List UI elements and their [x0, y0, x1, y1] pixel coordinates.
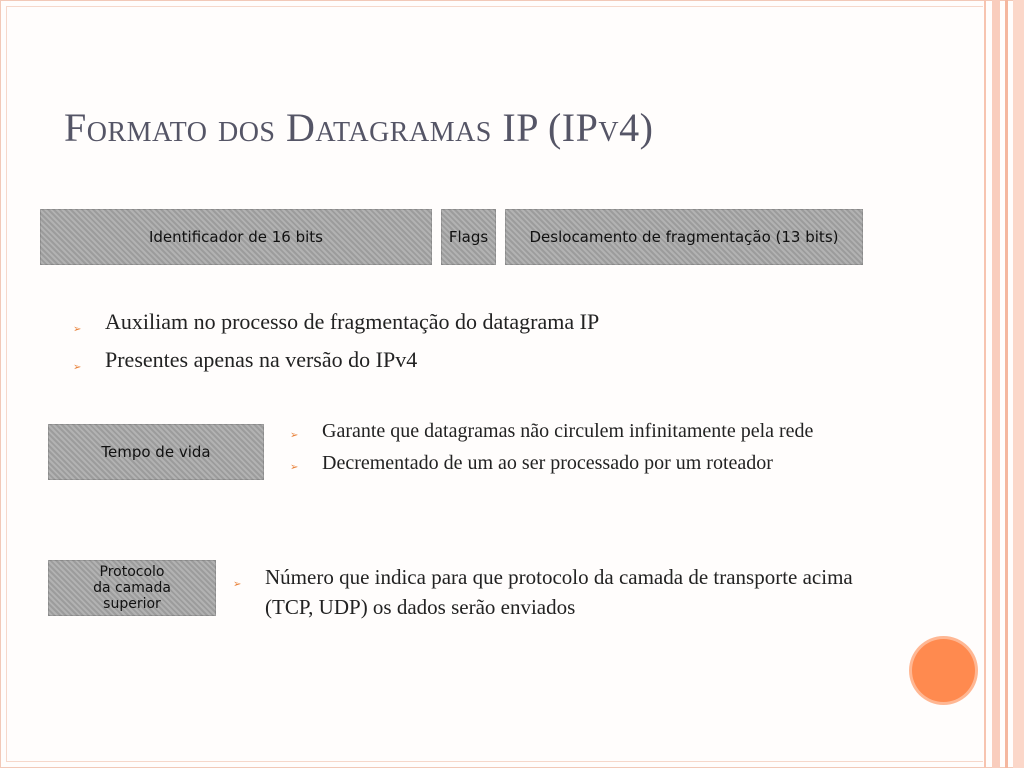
- bullet-list-tempo-de-vida: [290, 420, 930, 484]
- list-item: [73, 346, 599, 374]
- bullet-text: Auxiliam no processo de fragmentação do datagrama IP: [105, 309, 600, 334]
- stripe: [1005, 0, 1008, 768]
- field-identificador: Identificador de 16 bits: [40, 209, 432, 265]
- list-item: [73, 308, 599, 336]
- field-protocolo-label: [93, 564, 171, 612]
- label-line: Protocolo: [99, 564, 165, 580]
- bullet-text: Presentes apenas na versão do IPv4: [105, 347, 418, 372]
- bullet-text: Número que indica para que protocolo da camada de transporte acima (TCP, UDP) os dados serão enviados: [265, 565, 853, 619]
- arrow-bullet-icon: ➢: [73, 324, 82, 335]
- label-line: superior: [103, 596, 161, 612]
- arrow-bullet-icon: ➢: [233, 579, 242, 590]
- field-flags: Flags: [441, 209, 496, 265]
- stripe: [992, 0, 1000, 768]
- field-deslocamento: Deslocamento de fragmentação (13 bits): [505, 209, 863, 265]
- bullet-text: Garante que datagramas não circulem infinitamente pela rede: [322, 420, 814, 442]
- bullet-list-fragmentacao: [73, 308, 599, 384]
- list-item: [233, 562, 873, 622]
- orange-circle-decoration: [912, 639, 975, 702]
- bullet-text: Decrementado de um ao ser processado por um roteador: [322, 452, 773, 474]
- slide-title: Formato dos Datagramas IP (IPv4): [64, 105, 654, 150]
- arrow-bullet-icon: ➢: [290, 462, 299, 473]
- label-line: da camada: [93, 580, 171, 596]
- field-protocolo: [48, 560, 216, 616]
- decorative-stripes: [984, 0, 1024, 768]
- arrow-bullet-icon: ➢: [73, 362, 82, 373]
- bullet-list-protocolo: [233, 562, 873, 622]
- field-tempo-de-vida: Tempo de vida: [48, 424, 264, 480]
- stripe: [984, 0, 986, 768]
- list-item: [290, 420, 930, 442]
- arrow-bullet-icon: ➢: [290, 430, 299, 441]
- stripe: [1013, 0, 1024, 768]
- list-item: [290, 452, 930, 474]
